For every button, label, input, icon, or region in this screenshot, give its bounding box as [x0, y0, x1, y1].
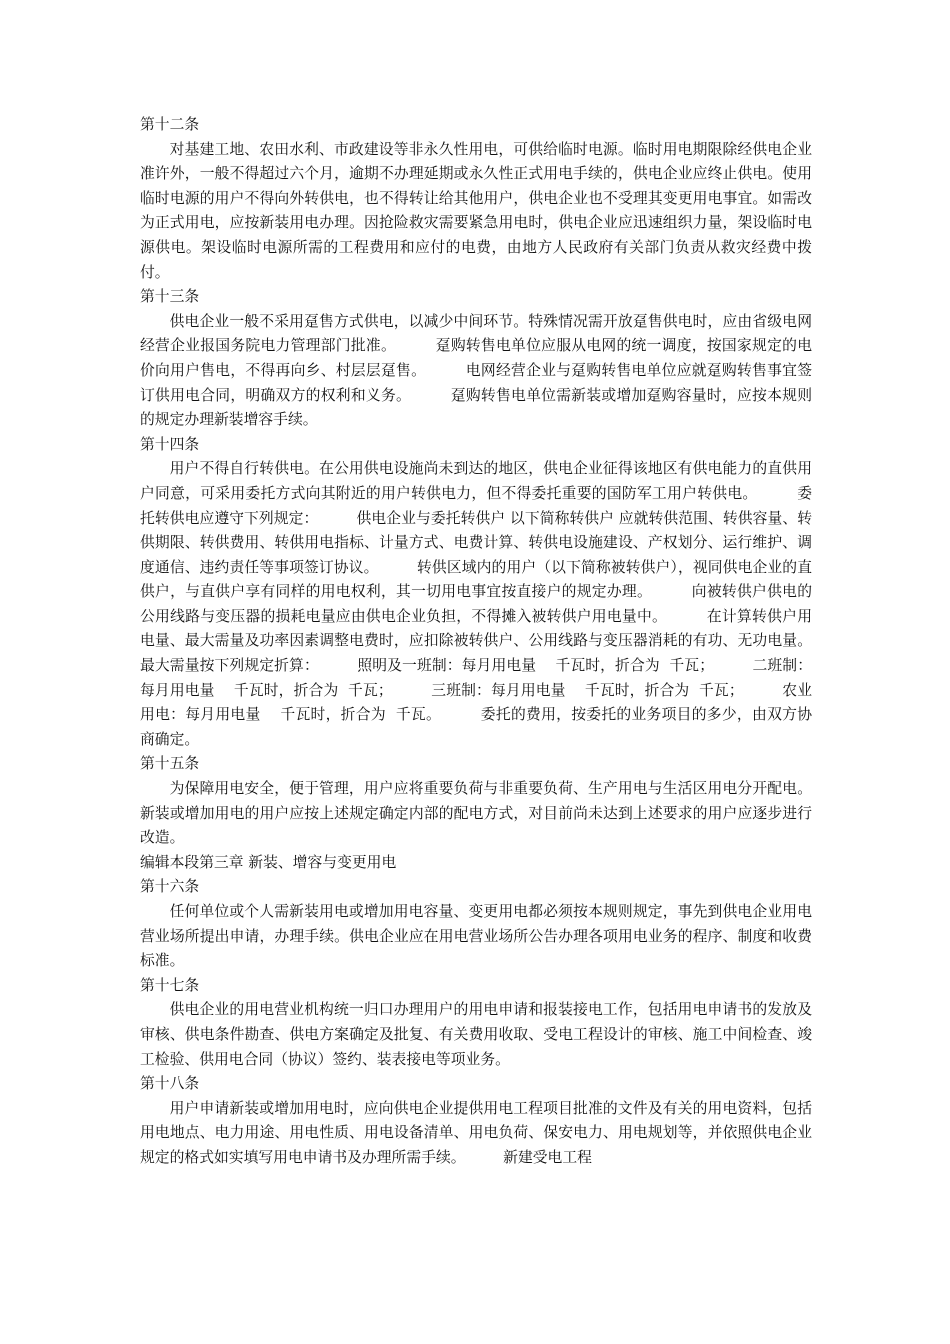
- article-heading: 第十八条: [140, 1075, 200, 1093]
- article-body: 供电企业的用电营业机构统一归口办理用户的用电申请和报装接电工作，包括用电申请书的发放及审核、供电条件勘查、供电方案确定及批复、有关费用收取、受电工程设计的审核、施工中间检查、竣工检验、供用电合同（协议）签约、装表接电等项业务。: [140, 1001, 812, 1068]
- article-12: [140, 113, 812, 285]
- chapter-3: [140, 851, 812, 876]
- document-page: [140, 113, 850, 1171]
- article-16: [140, 875, 812, 973]
- article-body: 任何单位或个人需新装用电或增加用电容量、变更用电都必须按本规则规定，事先到供电企业用电营业场所提出申请，办理手续。供电企业应在用电营业场所公告办理各项用电业务的程序、制度和收费标准。: [140, 903, 812, 970]
- article-18: [140, 1072, 812, 1170]
- article-body: 为保障用电安全，便于管理，用户应将重要负荷与非重要负荷、生产用电与生活区用电分开配电。 新装或增加用电的用户应按上述规定确定内部的配电方式，对目前尚未达到上述要求的用户应逐步进行改造。: [140, 780, 850, 847]
- article-body: 对基建工地、农田水利、市政建设等非永久性用电，可供给临时电源。临时用电期限除经供电企业准许外，一般不得超过六个月，逾期不办理延期或永久性正式用电手续的，供电企业应终止供电。使用临时电源的用户不得向外转供电，也不得转让给其他用户，供电企业也不受理其变更用电事宜。如需改为正式用电，应按新装用电办理。因抢险救灾需要紧急用电时，供电企业应迅速组织力量，架设临时电源供电。架设临时电源所需的工程费用和应付的电费，由地方人民政府有关部门负责从救灾经费中拨付。: [140, 140, 812, 281]
- article-body: 用户不得自行转供电。在公用供电设施尚未到达的地区，供电企业征得该地区有供电能力的直供用户同意，可采用委托方式向其附近的用户转供电力，但不得委托重要的国防军工用户转供电。 委托转供电应遵守下列规定： 供电企业与委托转供户 以下简称转供户 应就转供范围、转供容量、转供期限、转供费用、转供用电指标、计量方式、电费计算、转供电设施建设、产权划分、运行维护、调度通信、违约责任等事项签订协议。 转供区域内的用户（以下简称被转供户），视同供电企业的直供户，与直供户享有同样的用电权利，其一切用电事宜按直接户的规定办理。 向被转供户供电的公用线路与变压器的损耗电量应由供电企业负担，不得摊入被转供户用电量中。 在计算转供户用电量、最大需量及功率因素调整电费时，应扣除被转供户、公用线路与变压器消耗的有功、无功电量。最大需量按下列规定折算： 照明及一班制：每月用电量 千瓦时，折合为 千瓦； 二班制：每月用电量 千瓦时，折合为 千瓦； 三班制：每月用电量 千瓦时，折合为 千瓦； 农业用电：每月用电量 千瓦时，折合为 千瓦。 委托的费用，按委托的业务项目的多少，由双方协商确定。: [140, 460, 812, 748]
- article-heading: 第十三条: [140, 288, 200, 306]
- article-heading: 第十七条: [140, 976, 200, 994]
- article-13: [140, 285, 812, 433]
- article-heading: 第十五条: [140, 755, 200, 773]
- article-17: [140, 974, 812, 1072]
- article-body: 供电企业一般不采用趸售方式供电，以减少中间环节。特殊情况需开放趸售供电时，应由省级电网经营企业报国务院电力管理部门批准。 趸购转售电单位应服从电网的统一调度，按国家规定的电价向用户售电，不得再向乡、村层层趸售。 电网经营企业与趸购转售电单位应就趸购转售事宜签订供用电合同，明确双方的权利和义务。 趸购转售电单位需新装或增加趸购容量时，应按本规则的规定办理新装增容手续。: [140, 312, 812, 429]
- article-heading: 第十二条: [140, 116, 200, 133]
- article-body: 用户申请新装或增加用电时，应向供电企业提供用电工程项目批准的文件及有关的用电资料，包括用电地点、电力用途、用电性质、用电设备清单、用电负荷、保安电力、用电规划等，并依照供电企业规定的格式如实填写用电申请书及办理所需手续。 新建受电工程: [140, 1099, 812, 1166]
- article-heading: 第十四条: [140, 435, 200, 453]
- article-15: [140, 752, 850, 850]
- article-14: [140, 433, 812, 753]
- chapter-heading: 编辑本段第三章 新装、增容与变更用电: [140, 853, 397, 871]
- article-heading: 第十六条: [140, 878, 200, 896]
